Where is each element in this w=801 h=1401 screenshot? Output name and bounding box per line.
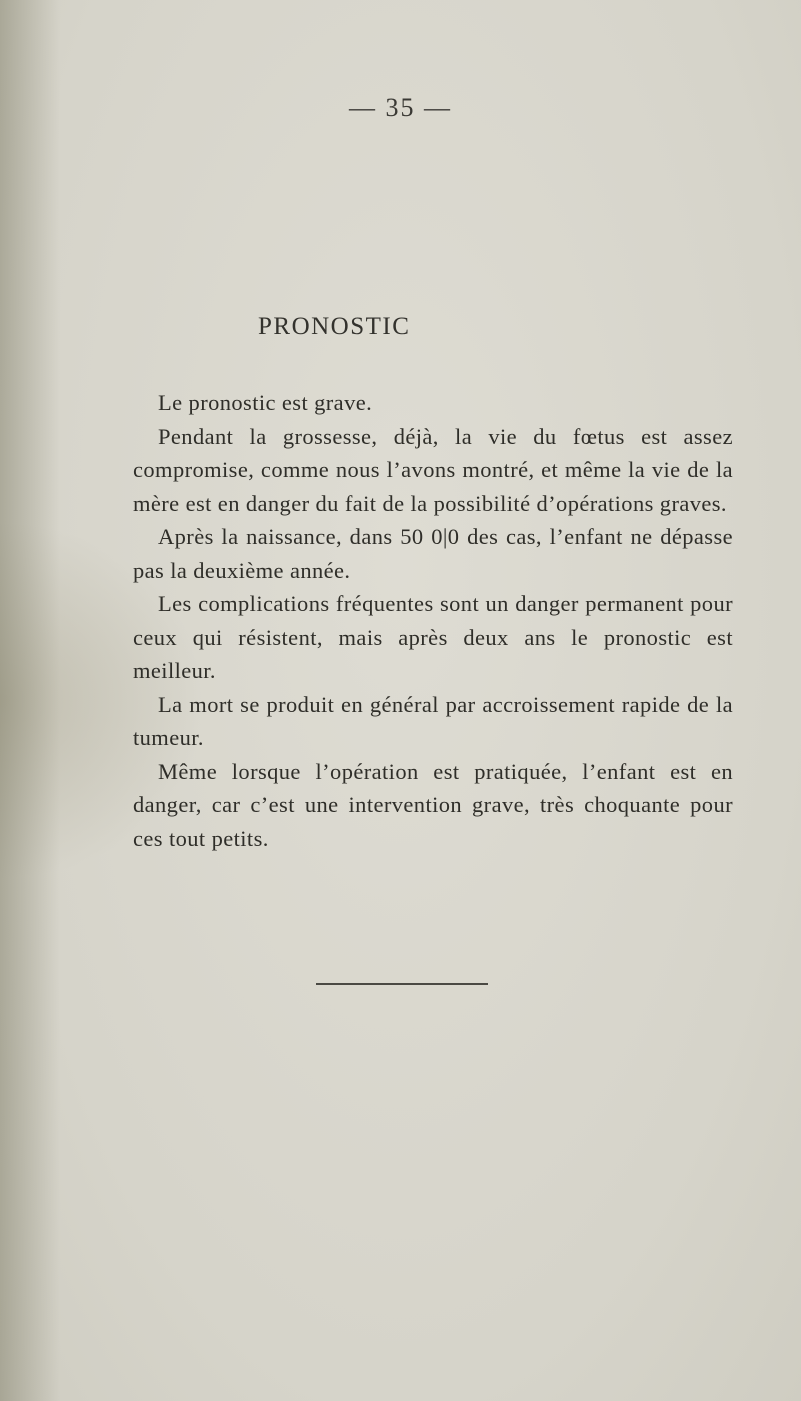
paragraph: Le pronostic est grave. [158, 390, 373, 415]
section-divider [316, 983, 488, 985]
paragraph: Même lorsque l’opération est pratiquée, l’enfant est en danger, car c’est une intervention grave, très choquante pour ces tout petits. [133, 758, 733, 851]
paragraph: Après la naissance, dans 50 0|0 des cas, l’enfant ne dépasse pas la deuxième année. [133, 524, 733, 583]
page-number: — 35 — [349, 93, 452, 122]
paragraph: Les complications fréquentes sont un danger permanent pour ceux qui résistent, mais après deux ans le pronostic est meilleur. [133, 591, 733, 683]
paragraph: La mort se produit en général par accroissement rapide de la tumeur. [133, 691, 733, 750]
section-heading: PRONOSTIC [258, 313, 411, 340]
paragraph: Pendant la grossesse, déjà, la vie du fœtus est assez compromise, comme nous l’avons montré, et même la vie de la mère est en danger du fait de la possibilité d’opérations graves. [133, 423, 733, 516]
body-text [133, 386, 733, 855]
page-edge-stain [0, 0, 60, 1401]
